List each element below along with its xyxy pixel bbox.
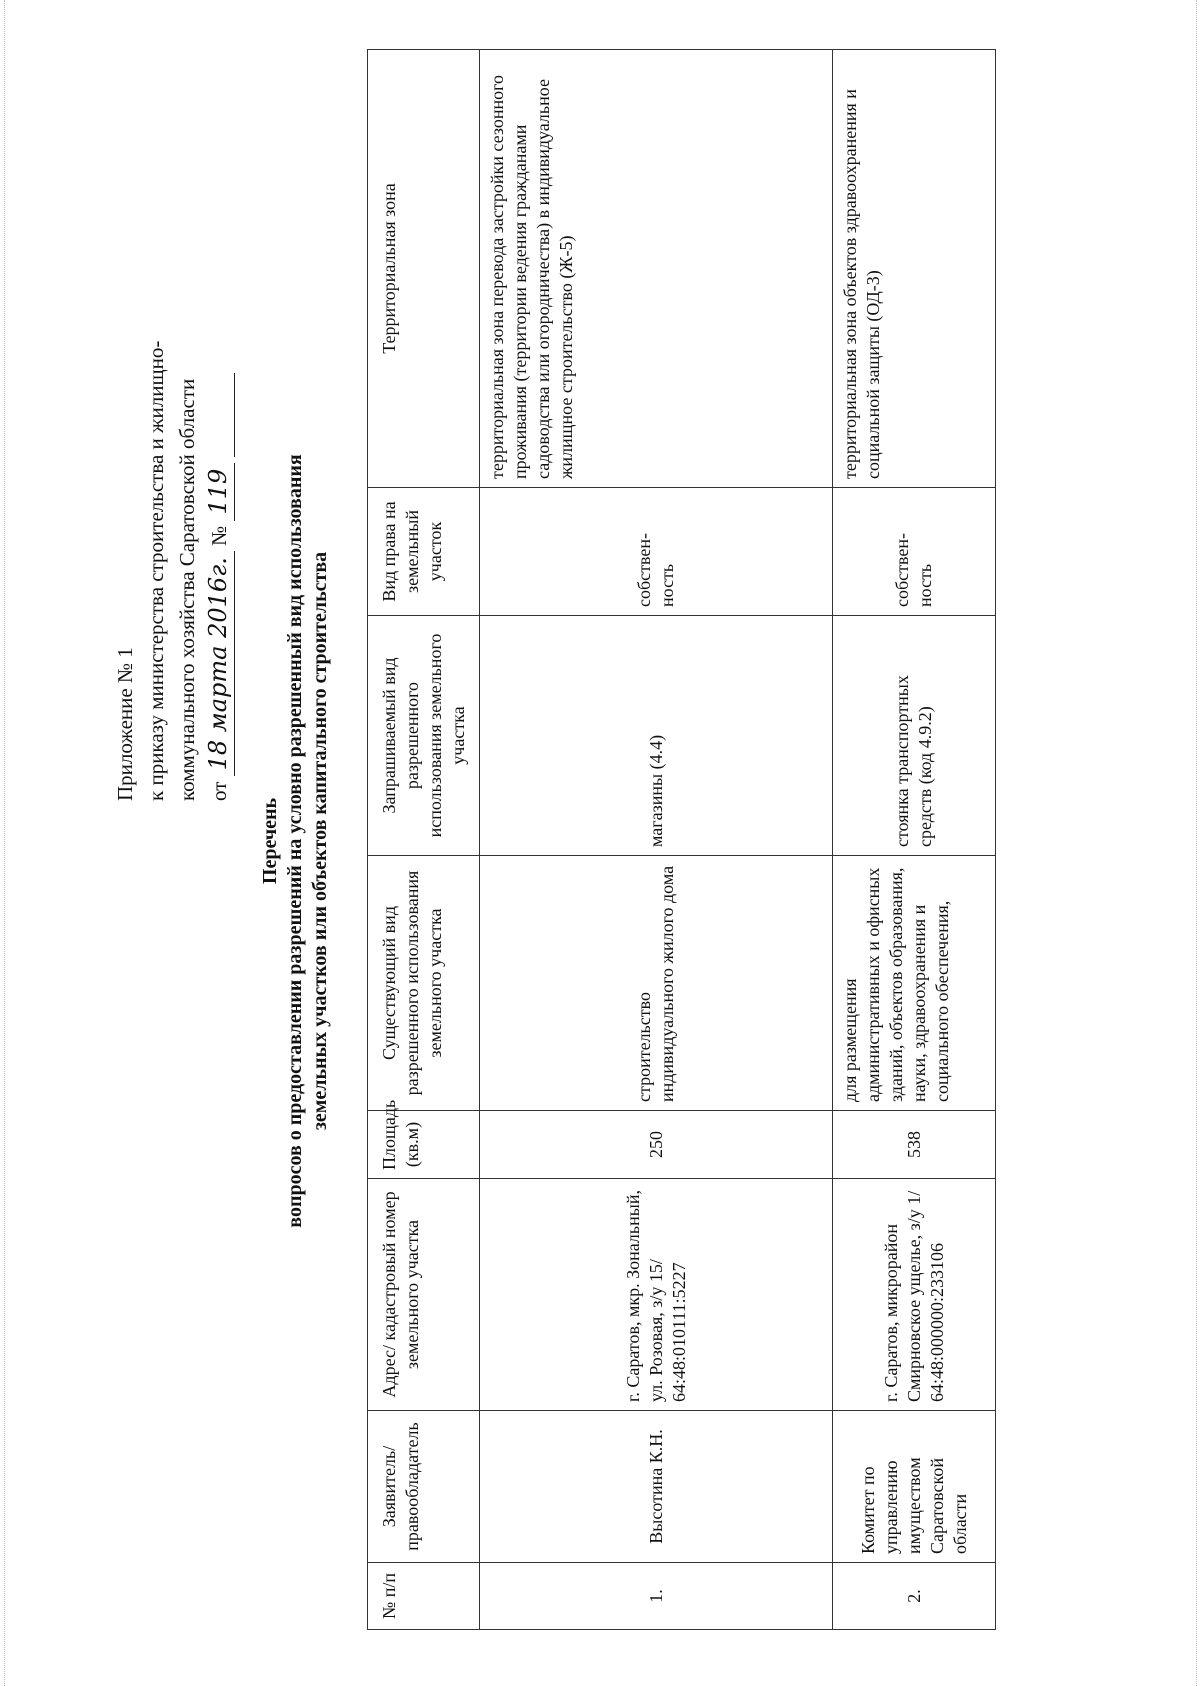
permits-table xyxy=(367,49,996,1630)
order-date: 18 марта 2016г. xyxy=(203,551,235,776)
header-current-use: Существующий вид разрешенного использования земельного участка xyxy=(368,856,480,1111)
header-num: № п/п xyxy=(368,1563,480,1630)
row-applicant: Комитет по управлению имуществом Саратовской области xyxy=(833,1411,996,1563)
header-applicant: Заявитель/ правообладатель xyxy=(368,1411,480,1563)
signature-underline xyxy=(212,373,235,457)
row-address: г. Саратов, мкр. Зональный, ул. Розовая, з/у 15/ 64:48:010111:5227 xyxy=(480,1179,833,1411)
header-requested-use: Запрашиваемый вид разрешенного использования земельного участка xyxy=(368,616,480,856)
order-number: 119 xyxy=(203,463,235,521)
table-row xyxy=(833,50,996,1630)
row-zone: территориальная зона объектов здравоохранения и социальной защиты (ОД-3) xyxy=(833,50,996,488)
appendix-title: Приложение № 1 xyxy=(113,647,137,801)
row-right: собствен-ность xyxy=(833,488,996,616)
appendix-header xyxy=(110,41,235,801)
table-row xyxy=(480,50,833,1630)
row-address: г. Саратов, микрорайон Смирновское ущелье, з/у 1/ 64:48:000000:233106 xyxy=(833,1179,996,1411)
header-address: Адрес/ кадастровый номер земельного участка xyxy=(368,1179,480,1411)
row-current-use: для размещения административных и офисных зданий, объектов образования, науки, здравоохранения и социального обеспечения, xyxy=(833,856,996,1111)
appendix-order-line: к приказу министерства строительства и жилищно- xyxy=(144,340,168,801)
row-area: 250 xyxy=(480,1111,833,1179)
row-area: 538 xyxy=(833,1111,996,1179)
row-zone: территориальная зона перевода застройки сезонного проживания (территории ведения гражданами садоводства или огородничества) в индивидуальное жилищное строительство (Ж-5) xyxy=(480,50,833,488)
appendix-date-line xyxy=(203,41,235,801)
row-right: собствен-ность xyxy=(480,488,833,616)
appendix-ministry-line: коммунального хозяйства Саратовской области xyxy=(175,378,199,801)
header-area: Площадь (кв.м) xyxy=(368,1111,480,1179)
document-subtitle-line1: вопросов о предоставлении разрешений на условно разрешенный вид использования xyxy=(284,454,306,1228)
header-right: Вид права на земельный участок xyxy=(368,488,480,616)
document-subtitle-line2: земельных участков или объектов капитального строительства xyxy=(309,551,331,1131)
table-header-row xyxy=(368,50,480,1630)
from-label: от xyxy=(207,781,231,801)
row-applicant: Высотина К.Н. xyxy=(480,1411,833,1563)
row-num: 1. xyxy=(480,1563,833,1630)
document-title-block xyxy=(258,296,333,1386)
document-heading: Перечень xyxy=(259,797,281,885)
header-zone: Территориальная зона xyxy=(368,50,480,488)
number-label: № xyxy=(207,525,231,546)
row-num: 2. xyxy=(833,1563,996,1630)
row-requested-use: стоянка транспортных средств (код 4.9.2) xyxy=(833,616,996,856)
row-requested-use: магазины (4.4) xyxy=(480,616,833,856)
row-current-use: строительство индивидуального жилого дома xyxy=(480,856,833,1111)
